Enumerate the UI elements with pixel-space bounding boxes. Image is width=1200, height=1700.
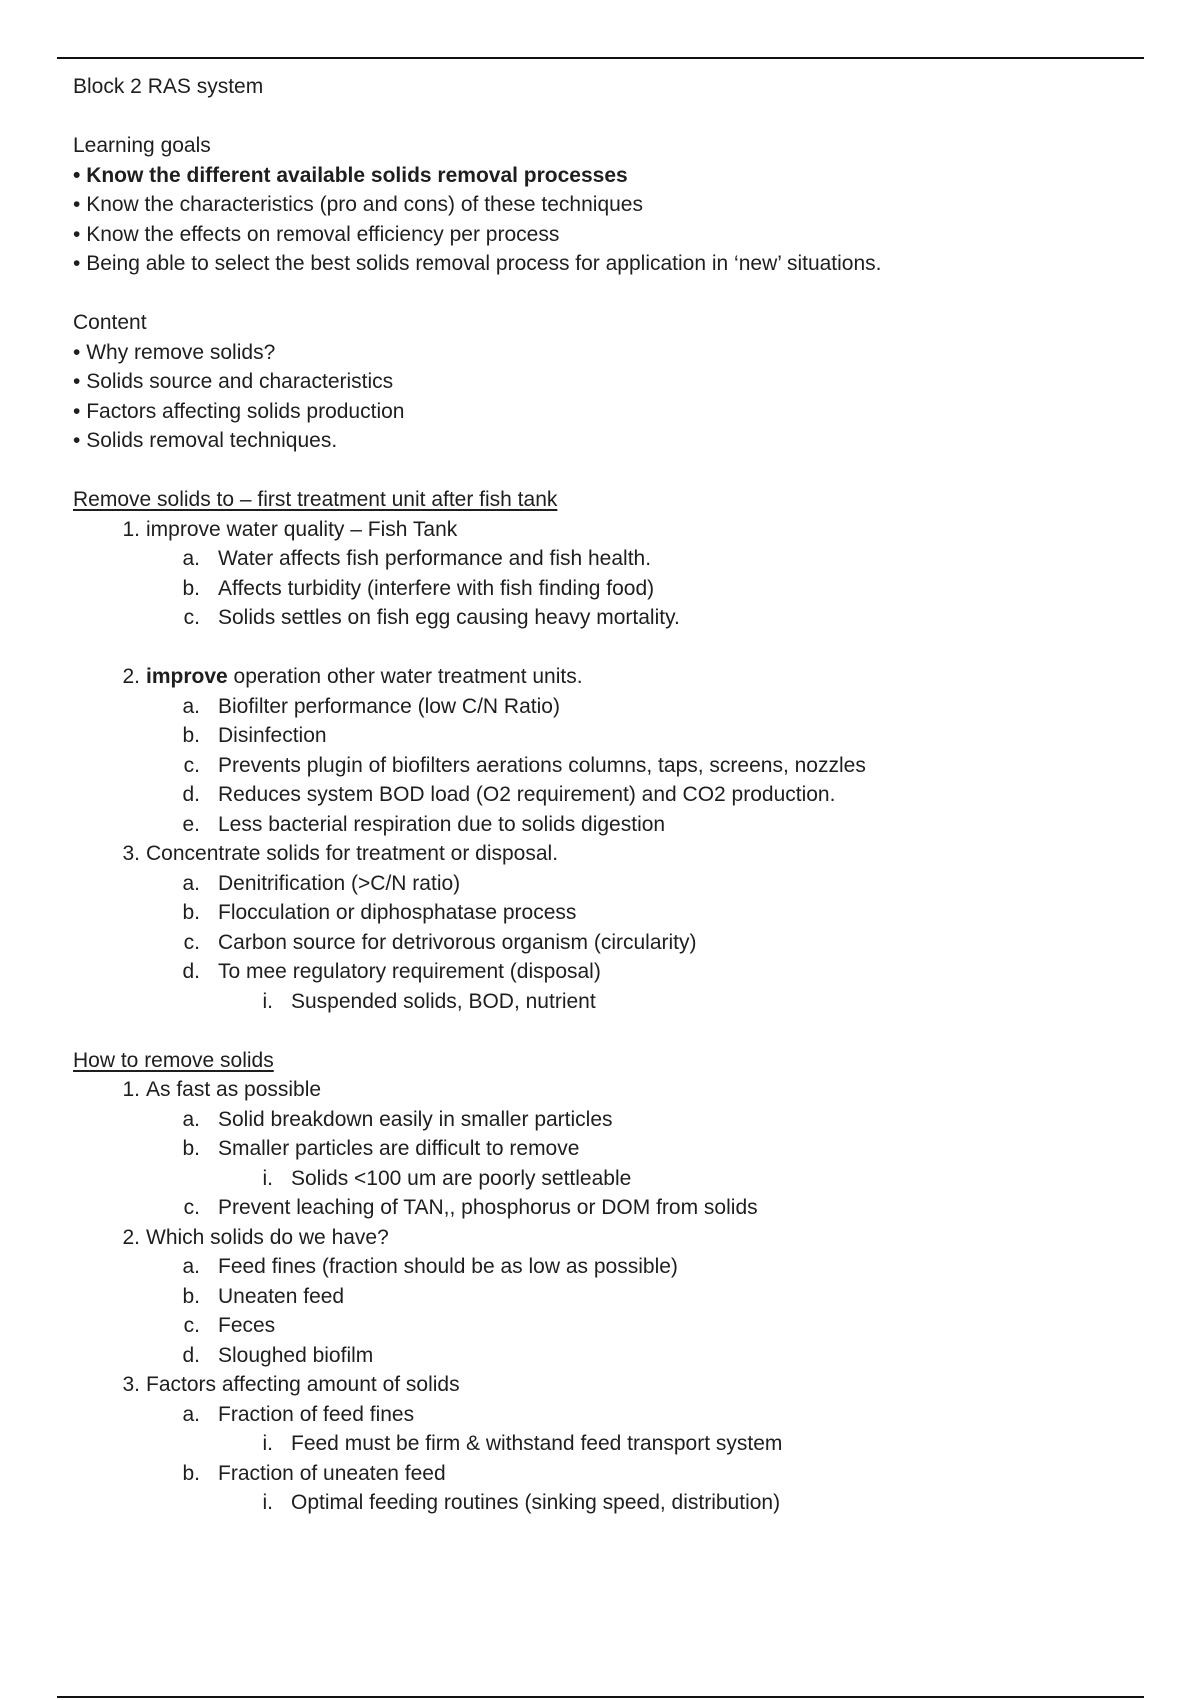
top-rule bbox=[57, 57, 1144, 59]
list-item: b. Flocculation or diphosphatase process bbox=[182, 901, 577, 924]
list-item: a. Water affects fish performance and fish health. bbox=[182, 547, 652, 570]
list-item: a. Solid breakdown easily in smaller particles bbox=[182, 1107, 613, 1131]
list-item: i. Suspended solids, BOD, nutrient bbox=[262, 989, 596, 1013]
list-item: b. Fraction of uneaten feed bbox=[182, 1461, 446, 1485]
list-item: a. Feed fines (fraction should be as low as possible) bbox=[182, 1255, 678, 1278]
list-item: a. Fraction of feed fines bbox=[182, 1402, 415, 1426]
list-item: c. Solids settles on fish egg causing heavy mortality. bbox=[183, 606, 680, 629]
learning-goal-item: • Know the effects on removal efficiency per process bbox=[73, 222, 560, 246]
learning-goals-heading: Learning goals bbox=[73, 134, 211, 157]
list-item: 3. Concentrate solids for treatment or disposal. bbox=[122, 842, 559, 865]
list-item: b. Uneaten feed bbox=[182, 1284, 345, 1308]
learning-goal-item: • Know the characteristics (pro and cons) of these techniques bbox=[73, 193, 643, 216]
bottom-rule bbox=[57, 1696, 1144, 1698]
list-item: a. Denitrification (>C/N ratio) bbox=[182, 871, 461, 895]
content-item: • Solids removal techniques. bbox=[73, 429, 338, 452]
list-item: 1. improve water quality – Fish Tank bbox=[122, 517, 458, 541]
learning-goal-item: • Know the different available solids removal processes bbox=[73, 163, 628, 187]
list-item: b. Disinfection bbox=[182, 724, 327, 747]
list-item: b. Affects turbidity (interfere with fish finding food) bbox=[182, 576, 655, 600]
content-item: • Factors affecting solids production bbox=[73, 399, 405, 423]
list-item: i. Feed must be firm & withstand feed transport system bbox=[262, 1432, 783, 1455]
list-item: 2. improve operation other water treatment units. bbox=[122, 665, 583, 688]
remove-solids-heading: Remove solids to – first treatment unit after fish tank bbox=[73, 488, 558, 511]
list-item: d. To mee regulatory requirement (disposal) bbox=[182, 960, 601, 983]
learning-goal-item: • Being able to select the best solids removal process for application in ‘new’ situations. bbox=[73, 252, 882, 275]
list-item: 2. Which solids do we have? bbox=[122, 1225, 389, 1249]
list-item: c. Carbon source for detrivorous organism (circularity) bbox=[183, 930, 697, 954]
list-item: d. Reduces system BOD load (O2 requirement) and CO2 production. bbox=[182, 783, 836, 806]
list-item: i. Solids <100 um are poorly settleable bbox=[262, 1166, 632, 1190]
list-item: d. Sloughed biofilm bbox=[182, 1343, 374, 1367]
document-body bbox=[73, 72, 1143, 1518]
list-item: c. Feces bbox=[183, 1314, 276, 1337]
list-item: 3. Factors affecting amount of solids bbox=[122, 1373, 460, 1396]
list-item: i. Optimal feeding routines (sinking speed, distribution) bbox=[262, 1491, 781, 1514]
list-item: 1. As fast as possible bbox=[122, 1078, 322, 1101]
list-item: b. Smaller particles are difficult to remove bbox=[182, 1137, 580, 1160]
content-heading: Content bbox=[73, 311, 147, 334]
content-item: • Why remove solids? bbox=[73, 340, 276, 364]
list-item: c. Prevents plugin of biofilters aerations columns, taps, screens, nozzles bbox=[183, 753, 866, 777]
list-item: e. Less bacterial respiration due to solids digestion bbox=[182, 812, 666, 836]
how-to-remove-heading: How to remove solids bbox=[73, 1048, 274, 1072]
list-item: c. Prevent leaching of TAN,, phosphorus or DOM from solids bbox=[183, 1196, 758, 1219]
content-item: • Solids source and characteristics bbox=[73, 370, 394, 393]
document-title: Block 2 RAS system bbox=[73, 75, 264, 98]
list-item: a. Biofilter performance (low C/N Ratio) bbox=[182, 694, 560, 718]
